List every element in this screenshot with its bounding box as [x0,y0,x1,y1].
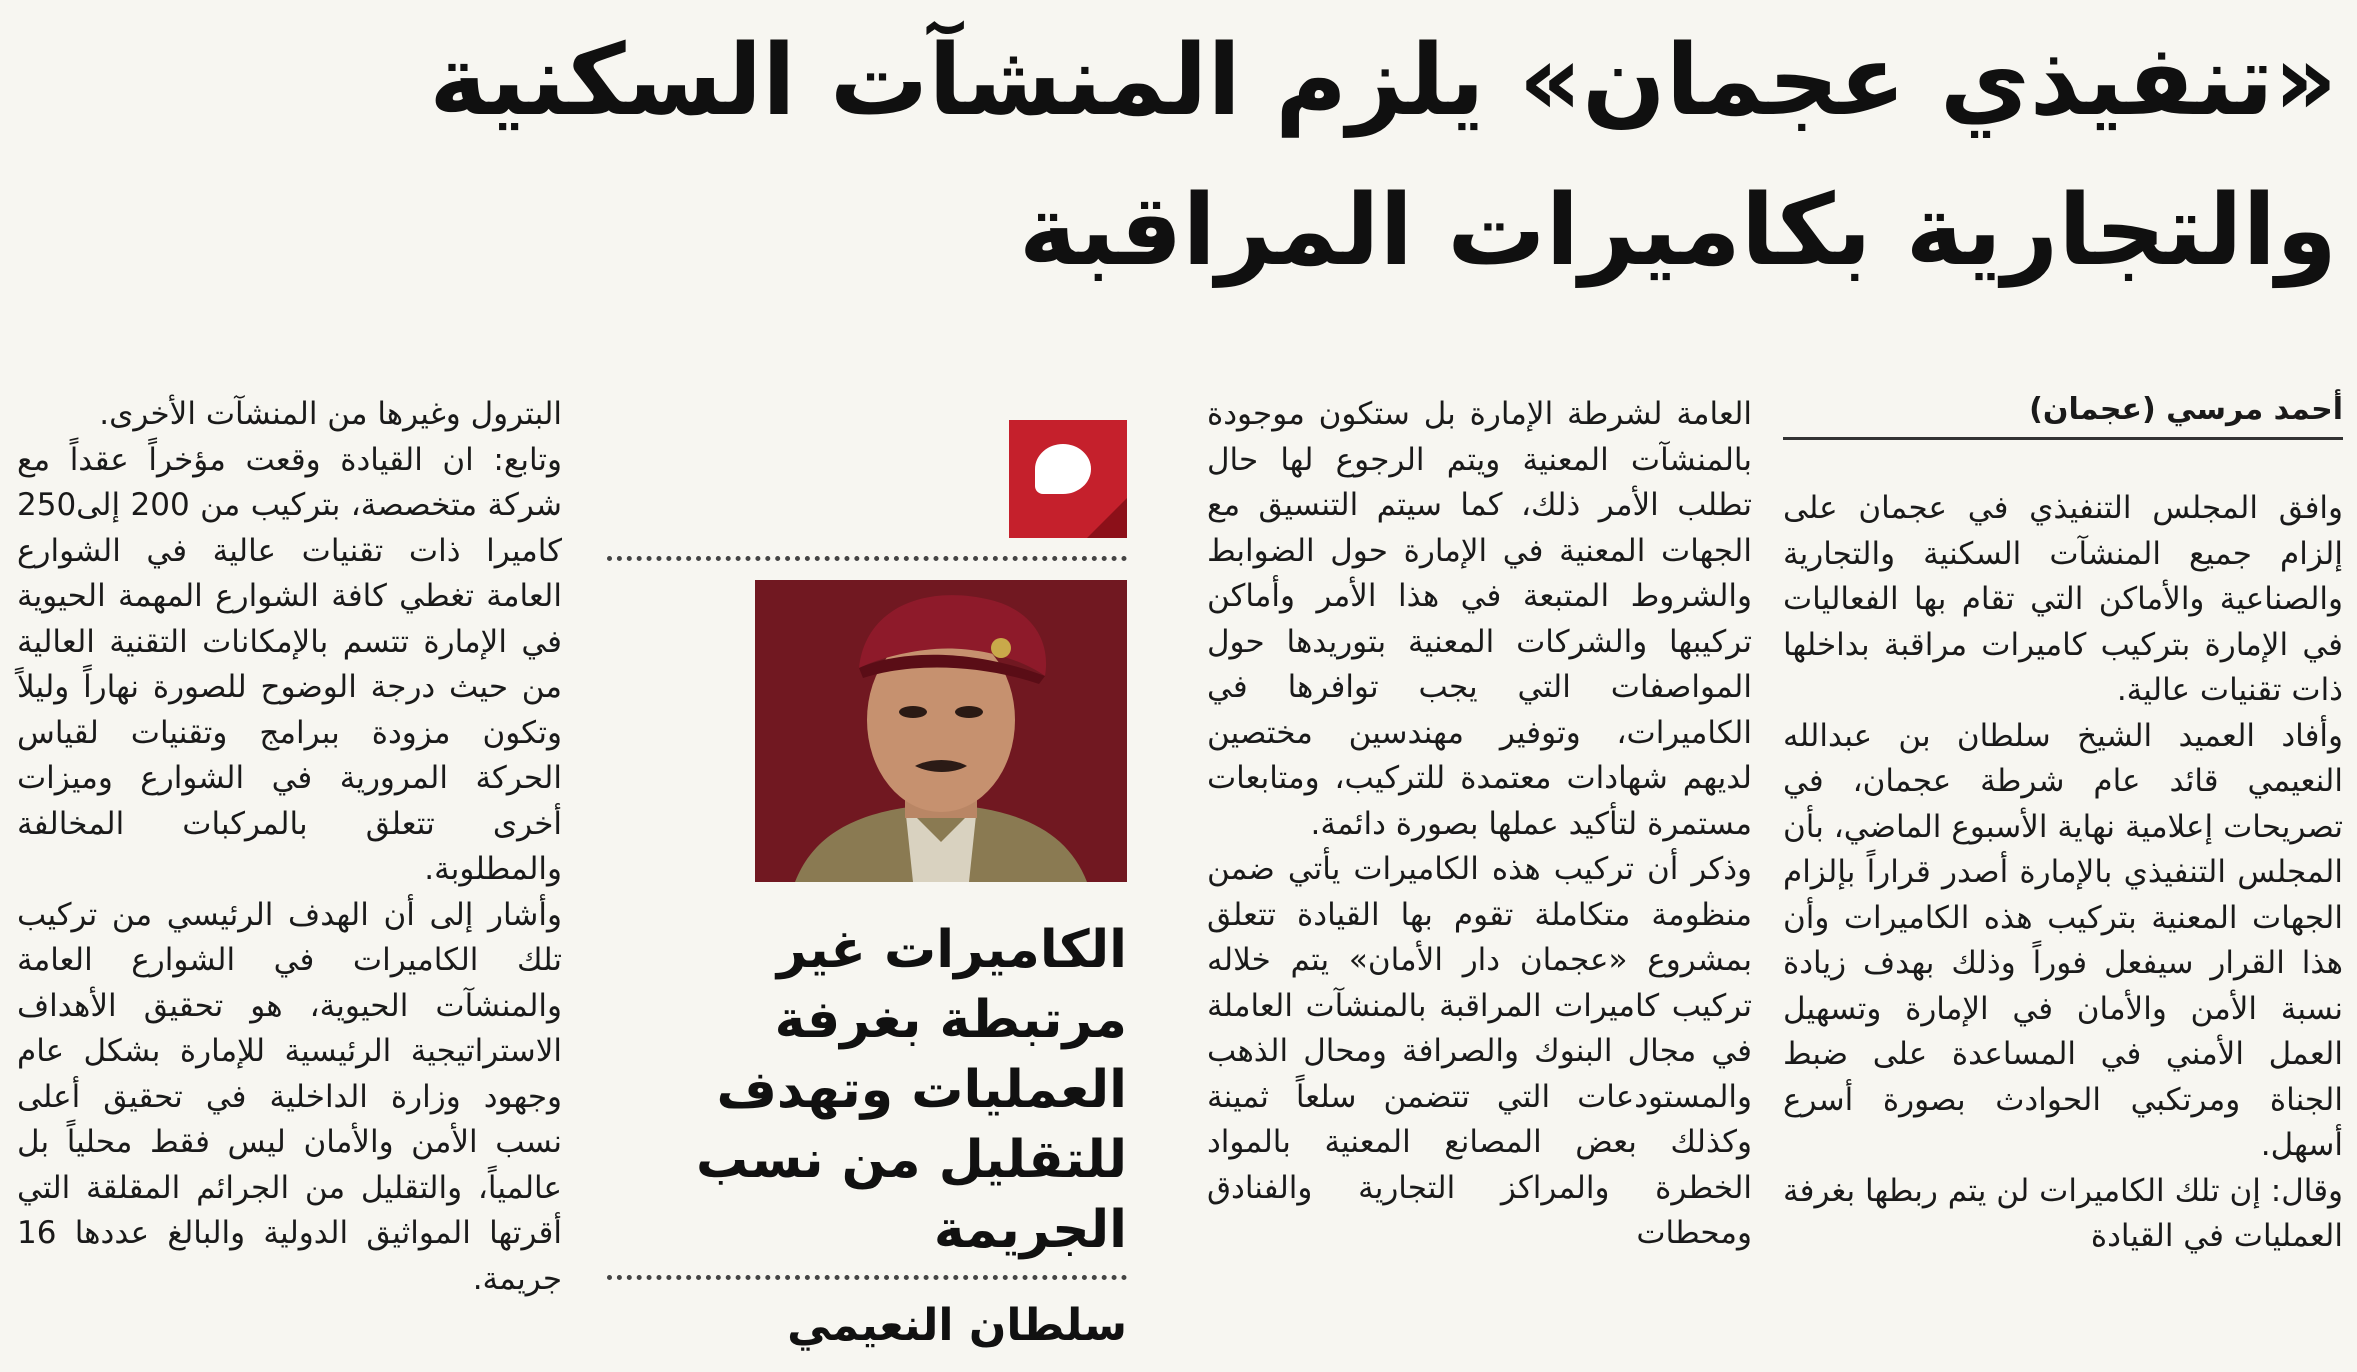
paragraph: وتابع: ان القيادة وقعت مؤخراً عقداً مع شركة متخصصة، بتركيب من 200 إلى250 كاميرا ذات تقنيات عالية في الشوارع العامة تغطي كافة الشوارع المهمة الحيوية في الإمارة تتسم بالإمكانات التقنية العالية من حيث درجة الوضوح للصورة نهاراً وليلاً وتكون مزودة ببرامج وتقنيات لقياس الحركة المرورية في الشوارع وميزات أخرى تتعلق بالمركبات المخالفة والمطلوبة. [17,441,562,887]
article-column-3 [17,392,562,1302]
headline-line-1: «تنفيذي عجمان» يلزم المنشآت السكنية [429,24,2337,138]
paragraph: العامة لشرطة الإمارة بل ستكون موجودة بالمنشآت المعنية ويتم الرجوع لها حال تطلب الأمر ذلك، كما سيتم التنسيق مع الجهات المعنية في الإمارة حول الضوابط والشروط المتبعة في هذا الأمر وأماكن تركيبها والشركات المعنية بتوريدها حول المواصفات التي يجب توافرها في الكاميرات، وتوفير مهندسين مختصين لديهم شهادات معتمدة للتركيب، ومتابعات مستمرة لتأكيد عملها بصورة دائمة. [1207,396,1752,842]
dotted-divider [607,556,1127,561]
article-column-1 [1783,486,2343,1260]
paragraph: وقال: إن تلك الكاميرات لن يتم ربطها بغرفة العمليات في القيادة [1783,1172,2343,1254]
pullquote-text: الكاميرات غير مرتبطة بغرفة العمليات وتهدف للتقليل من نسب الجريمة [696,920,1127,1260]
portrait-photo [755,580,1127,882]
byline: أحمد مرسي (عجمان) [1783,392,2343,440]
speech-bubble-icon [1009,420,1127,538]
pullquote-sidebar [607,420,1127,1355]
headline-line-2: والتجارية بكاميرات المراقبة [1018,174,2337,288]
dotted-divider [607,1275,1127,1280]
paragraph: وأشار إلى أن الهدف الرئيسي من تركيب تلك الكاميرات في الشوارع العامة والمنشآت الحيوية، هو تحقيق الأهداف الاستراتيجية الرئيسية للإمارة بشكل عام وجهود وزارة الداخلية في تحقيق أعلى نسب الأمن والأمان ليس فقط محلياً بل عالمياً، والتقليل من الجرائم المقلقة التي أقرتها المواثيق الدولية والبالغ عددها 16 جريمة. [17,896,562,1297]
paragraph: البترول وغيرها من المنشآت الأخرى. [99,396,562,432]
paragraph: وأفاد العميد الشيخ سلطان بن عبدالله النعيمي قائد عام شرطة عجمان، في تصريحات إعلامية نهاية الأسبوع الماضي، بأن المجلس التنفيذي بالإمارة أصدر قراراً بإلزام الجهات المعنية بتركيب هذه الكاميرات وأن هذا القرار سيفعل فوراً وذلك بهدف زيادة نسبة الأمن والأمان في الإمارة وتسهيل العمل الأمني في المساعدة على ضبط الجناة ومرتكبي الحوادث بصورة أسرع أسهل. [1783,717,2343,1163]
paragraph: وافق المجلس التنفيذي في عجمان على إلزام جميع المنشآت السكنية والتجارية والصناعية والأماكن التي تقام بها الفعاليات في الإمارة بتركيب كاميرات مراقبة بداخلها ذات تقنيات عالية. [1783,490,2343,708]
headline [37,6,2337,306]
paragraph: وذكر أن تركيب هذه الكاميرات يأتي ضمن منظومة متكاملة تقوم بها القيادة تتعلق بمشروع «عجمان دار الأمان» يتم خلاله تركيب كاميرات المراقبة بالمنشآت العاملة في مجال البنوك والصرافة ومحال الذهب والمستودعات التي تتضمن سلعاً ثمينة وكذلك بعض المصانع المعنية بالمواد الخطرة والمراكز التجارية والفنادق ومحطات [1207,851,1752,1251]
article-column-2 [1207,392,1752,1257]
photo-caption: سلطان النعيمي [787,1300,1127,1351]
